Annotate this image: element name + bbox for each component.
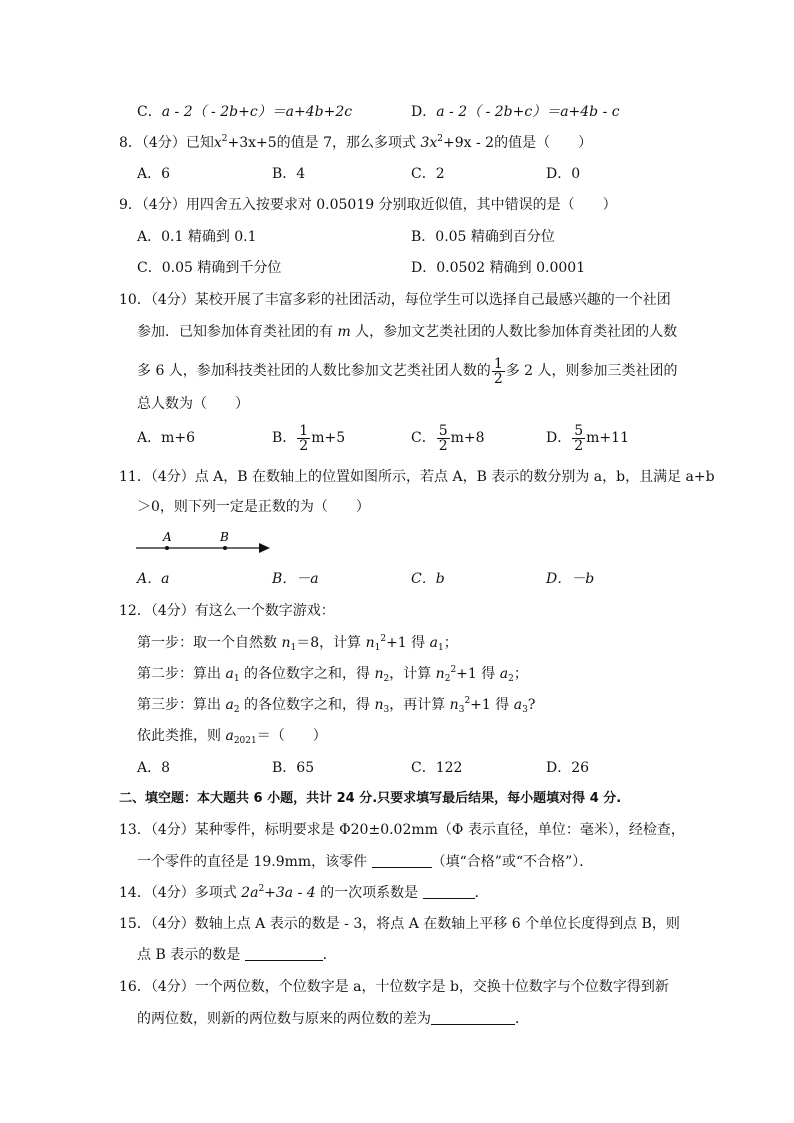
q12-stem: 12．（4分）有这么一个数字游戏： bbox=[119, 603, 335, 619]
q12-step2: 第二步：算出 $a_1$ 的各位数字之和，得 $n_2$，计算 $n_2^2+1$ 得 $a_2$； bbox=[137, 665, 528, 684]
fraction: $\frac{5}{2}$ bbox=[574, 422, 584, 454]
q11-option-c: C．b bbox=[411, 571, 445, 587]
q9-option-a: A．0.1 精确到 0.1 bbox=[137, 229, 257, 245]
q11-option-b: B．－a bbox=[272, 571, 319, 587]
q12-option-d: D．26 bbox=[546, 760, 590, 776]
q10-option-a: A．m+6 bbox=[137, 430, 196, 446]
q15-line2: 点 B 表示的数是 ． bbox=[137, 947, 337, 963]
q8-option-b: B．4 bbox=[272, 166, 306, 182]
q10-option-d: D． $\frac{5}{2}$ m+11 bbox=[546, 422, 629, 454]
answer-blank[interactable] bbox=[423, 884, 475, 899]
q9-option-b: B．0.05 精确到百分位 bbox=[411, 229, 555, 245]
q10-option-c: C． $\frac{5}{2}$ m+8 bbox=[411, 422, 485, 454]
q15-line1: 15．（4分）数轴上点 A 表示的数是 - 3，将点 A 在数轴上平移 6 个单位长度得到点 B，则 bbox=[119, 916, 680, 932]
q11-line1: 11．（4分）点 A，B 在数轴上的位置如图所示，若点 A，B 表示的数分别为 a，b，且满足 a+b bbox=[119, 469, 715, 485]
q12-option-b: B．65 bbox=[272, 760, 315, 776]
q10-line1: 10．（4分）某校开展了丰富多彩的社团活动，每位学生可以选择自己最感兴趣的一个社团 bbox=[119, 292, 671, 308]
answer-blank[interactable] bbox=[372, 853, 432, 868]
q11-option-d: D．－b bbox=[546, 571, 595, 587]
number-line-arrow-icon bbox=[259, 543, 270, 553]
point-b-label: B bbox=[220, 530, 229, 544]
q8-stem: 8．（4分）已知$x^2+3x+5$的值是 7，那么多项式 $3x^2+9x - 2$的值是（ ） bbox=[119, 134, 593, 151]
q9-option-c: C．0.05 精确到千分位 bbox=[137, 260, 282, 276]
q8-option-d: D．0 bbox=[546, 166, 581, 182]
q10-line4: 总人数为（ ） bbox=[137, 396, 249, 412]
point-a-label: A bbox=[163, 530, 172, 544]
q16-line2: 的两位数，则新的两位数与原来的两位数的差为 ． bbox=[137, 1011, 529, 1027]
q12-step3: 第三步：算出 $a_2$ 的各位数字之和，得 $n_3$，再计算 $n_3^2+1$ 得 $a_3$? bbox=[137, 696, 536, 715]
fraction: $\frac{1}{2}$ bbox=[299, 422, 309, 454]
point-b-dot bbox=[223, 546, 227, 550]
answer-blank[interactable] bbox=[245, 946, 323, 961]
answer-blank[interactable] bbox=[431, 1010, 515, 1025]
q10-option-b: B． $\frac{1}{2}$ m+5 bbox=[272, 422, 346, 454]
point-a-dot bbox=[165, 546, 169, 550]
fraction: $\frac{5}{2}$ bbox=[438, 422, 448, 454]
q14-stem: 14．（4分）多项式 $2a^2+3a - 4$ 的一次项系数是 ． bbox=[119, 884, 489, 901]
q12-step1: 第一步：取一个自然数 $n_1=8$，计算 $n_1^2+1$ 得 $a_1$； bbox=[137, 634, 458, 653]
fraction: $\frac{1}{2}$ bbox=[493, 355, 503, 387]
q7-option-d: D．a - 2（ - 2b+c）＝a+4b - c bbox=[411, 104, 620, 120]
number-line-figure bbox=[130, 528, 280, 558]
q9-stem: 9．（4分）用四舍五入按要求对 0.05019 分别取近似值，其中错误的是（ ） bbox=[119, 197, 617, 213]
q12-inference: 依此类推，则 $a_{2021}=$（ ） bbox=[137, 728, 327, 746]
q12-option-c: C．122 bbox=[411, 760, 463, 776]
q8-option-c: C．2 bbox=[411, 166, 445, 182]
q8-option-a: A．6 bbox=[137, 166, 171, 182]
q7-option-c: C．a - 2（ - 2b+c）＝a+4b+2c bbox=[137, 104, 353, 120]
q13-line1: 13．（4分）某种零件，标明要求是 Φ20±0.02mm（Φ 表示直径，单位：毫米），经检查， bbox=[119, 822, 685, 838]
q10-line3: 多 6 人，参加科技类社团的人数比参加文艺类社团人数的 $\frac{1}{2}$ 多 2 人，则参加三类社团的 bbox=[137, 355, 678, 387]
q11-line2: ＞0，则下列一定是正数的为（ ） bbox=[137, 499, 370, 515]
q9-option-d: D．0.0502 精确到 0.0001 bbox=[411, 260, 586, 276]
q10-line2: 参加．已知参加体育类社团的有 m 人，参加文艺类社团的人数比参加体育类社团的人数 bbox=[137, 324, 678, 340]
q16-line1: 16．（4分）一个两位数，个位数字是 a，十位数字是 b，交换十位数字与个位数字得到新 bbox=[119, 979, 669, 995]
q11-option-a: A．a bbox=[137, 571, 170, 587]
q13-line2: 一个零件的直径是 19.9mm，该零件 （填“合格”或“不合格”）． bbox=[137, 854, 594, 870]
q12-option-a: A．8 bbox=[137, 760, 171, 776]
section-heading: 二、填空题：本大题共 6 小题，共计 24 分.只要求填写最后结果，每小题填对得 4 分. bbox=[119, 791, 622, 806]
